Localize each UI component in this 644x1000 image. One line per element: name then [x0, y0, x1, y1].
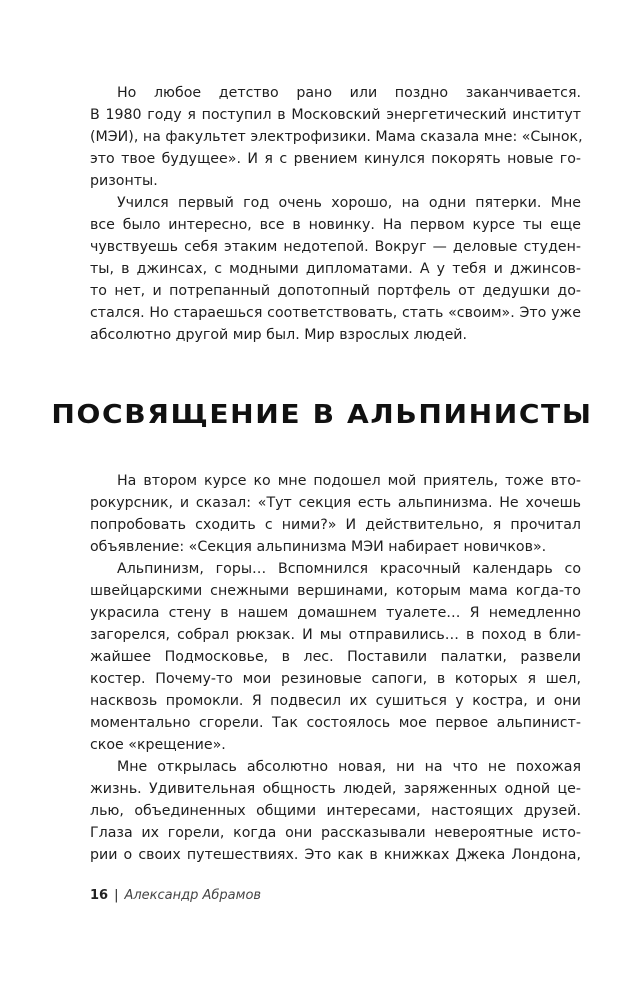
text-line: моментально сгорели. Так состоялось мое первое альпинист-	[90, 715, 581, 731]
text-line: костер. Почему-то мои резиновые сапоги, в которых я шел,	[90, 671, 581, 687]
chapter-heading: ПОСВЯЩЕНИЕ В АЛЬПИНИСТЫ	[51, 400, 593, 430]
text-line: рии о своих путешествиях. Это как в книжках Джека Лондона,	[90, 847, 581, 863]
author-name: Александр Абрамов	[124, 888, 262, 903]
text-line: На втором курсе ко мне подошел мой приятель, тоже вто-	[117, 473, 581, 489]
text-line: это твое будущее». И я с рвением кинулся покорять новые го-	[90, 151, 581, 167]
text-line: ское «крещение».	[90, 737, 226, 753]
text-line: Глаза их горели, когда они рассказывали невероятные исто-	[90, 825, 581, 841]
text-line: насквозь промокли. Я подвесил их сушиться у костра, и они	[90, 693, 581, 709]
text-line: ризонты.	[90, 173, 158, 189]
text-line: стался. Но стараешься соответствовать, стать «своим». Это уже	[90, 305, 581, 321]
text-line: Учился первый год очень хорошо, на одни пятерки. Мне	[117, 195, 581, 211]
text-line: жайшее Подмосковье, в лес. Поставили палатки, развели	[90, 649, 581, 665]
text-line: Альпинизм, горы… Вспомнился красочный календарь со	[117, 561, 581, 577]
text-line: жизнь. Удивительная общность людей, заряженных одной це-	[90, 781, 581, 797]
text-line: В 1980 году я поступил в Московский энергетический институт	[90, 107, 581, 123]
text-line: швейцарскими снежными вершинами, которым мама когда-то	[90, 583, 581, 599]
text-line: ты, в джинсах, с модными дипломатами. А у тебя и джинсов-	[90, 261, 581, 277]
page-footer	[90, 888, 261, 903]
text-line: абсолютно другой мир был. Мир взрослых людей.	[90, 327, 468, 343]
text-line: (МЭИ), на факультет электрофизики. Мама сказала мне: «Сынок,	[90, 129, 583, 145]
page-number: 16	[90, 888, 109, 903]
body-text-section-2	[90, 470, 581, 866]
text-line: объявление: «Секция альпинизма МЭИ набирает новичков».	[90, 539, 547, 555]
text-line: загорелся, собрал рюкзак. И мы отправились… в поход в бли-	[90, 627, 581, 643]
text-line: все было интересно, все в новинку. На первом курсе ты еще	[90, 217, 581, 233]
body-text-section-1	[90, 82, 581, 346]
text-line: попробовать сходить с ними?» И действительно, я прочитал	[90, 517, 581, 533]
text-line: чувствуешь себя этаким недотепой. Вокруг — деловые студен-	[90, 239, 581, 255]
text-line: Но любое детство рано или поздно заканчивается.	[117, 85, 581, 101]
text-line: Мне открылась абсолютно новая, ни на что не похожая	[117, 759, 581, 775]
text-line: лью, объединенных общими интересами, настоящих друзей.	[90, 803, 581, 819]
text-line: то нет, и потрепанный допотопный портфель от дедушки до-	[90, 283, 581, 299]
footer-separator: |	[114, 888, 119, 903]
text-line: рокурсник, и сказал: «Тут секция есть альпинизма. Не хочешь	[90, 495, 581, 511]
text-line: украсила стену в нашем домашнем туалете… Я немедленно	[90, 605, 581, 621]
